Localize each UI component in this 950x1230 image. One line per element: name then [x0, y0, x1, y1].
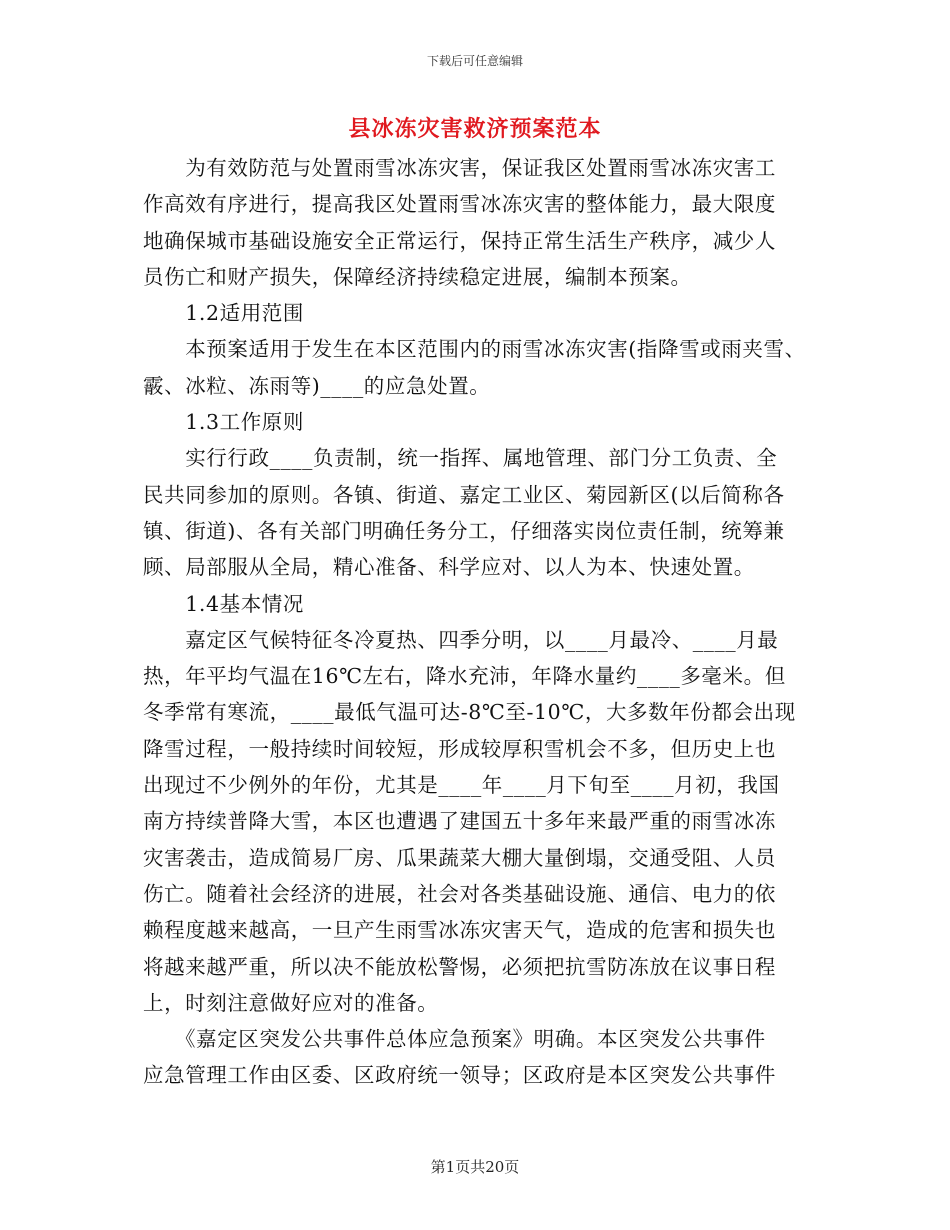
text-line: 民共同参加的原则。各镇、街道、嘉定工业区、菊园新区(以后简称各 [143, 482, 785, 507]
text-line: 镇、街道)、各有关部门明确任务分工，仔细落实岗位责任制，统筹兼 [143, 518, 785, 543]
text-line: 《嘉定区突发公共事件总体应急预案》明确。本区突发公共事件 [143, 1027, 766, 1052]
text-line: 南方持续普降大雪，本区也遭遇了建国五十多年来最严重的雨雪冰冻 [143, 809, 776, 834]
text-line: 冬季常有寒流，____最低气温可达-8℃至-10℃，大多数年份都会出现 [143, 700, 796, 725]
text-line: 嘉定区气候特征冬冷夏热、四季分明，以____月最冷、____月最 [143, 627, 779, 652]
text-line: 实行行政____负责制，统一指挥、属地管理、部门分工负责、全 [143, 446, 778, 471]
text-line: 上，时刻注意做好应对的准备。 [143, 990, 439, 1015]
document-body [143, 150, 811, 1094]
text-line: 员伤亡和财产损失，保障经济持续稳定进展，编制本预案。 [143, 264, 692, 289]
text-line: 地确保城市基础设施安全正常运行，保持正常生活生产秩序，减少人 [143, 228, 776, 253]
text-line: 作高效有序进行，提高我区处置雨雪冰冻灾害的整体能力，最大限度 [143, 192, 776, 217]
text-line: 应急管理工作由区委、区政府统一领导；区政府是本区突发公共事件 [143, 1063, 776, 1088]
page-header: 下载后可任意编辑 [426, 54, 523, 68]
document-title: 县冰冻灾害救济预案范本 [348, 116, 602, 142]
text-line: 出现过不少例外的年份，尤其是____年____月下旬至____月初，我国 [143, 773, 780, 798]
text-line: 顾、局部服从全局，精心准备、科学应对、以人为本、快速处置。 [143, 555, 755, 580]
text-line: 赖程度越来越高，一旦产生雨雪冰冻灾害天气，造成的危害和损失也 [143, 918, 776, 943]
text-line: 本预案适用于发生在本区范围内的雨雪冰冻灾害(指降雪或雨夹雪、 [143, 337, 806, 362]
text-line: 降雪过程，一般持续时间较短，形成较厚积雪机会不多，但历史上也 [143, 736, 776, 761]
text-line: 为有效防范与处置雨雪冰冻灾害，保证我区处置雨雪冰冻灾害工 [143, 156, 776, 180]
page-footer: 第1页共20页 [430, 1158, 520, 1176]
text-line: 1.4基本情况 [143, 591, 305, 616]
text-line: 霰、冰粒、冻雨等)____的应急处置。 [143, 373, 491, 398]
text-line: 伤亡。随着社会经济的进展，社会对各类基础设施、通信、电力的依 [143, 881, 776, 906]
text-line: 热，年平均气温在16℃左右，降水充沛，年降水量约____多毫米。但 [143, 664, 786, 689]
text-line: 1.3工作原则 [143, 410, 305, 435]
text-line: 1.2适用范围 [143, 301, 305, 326]
text-line: 将越来越严重，所以决不能放松警惕，必须把抗雪防冻放在议事日程 [143, 954, 776, 979]
text-line: 灾害袭击，造成简易厂房、瓜果蔬菜大棚大量倒塌，交通受阻、人员 [143, 845, 776, 870]
